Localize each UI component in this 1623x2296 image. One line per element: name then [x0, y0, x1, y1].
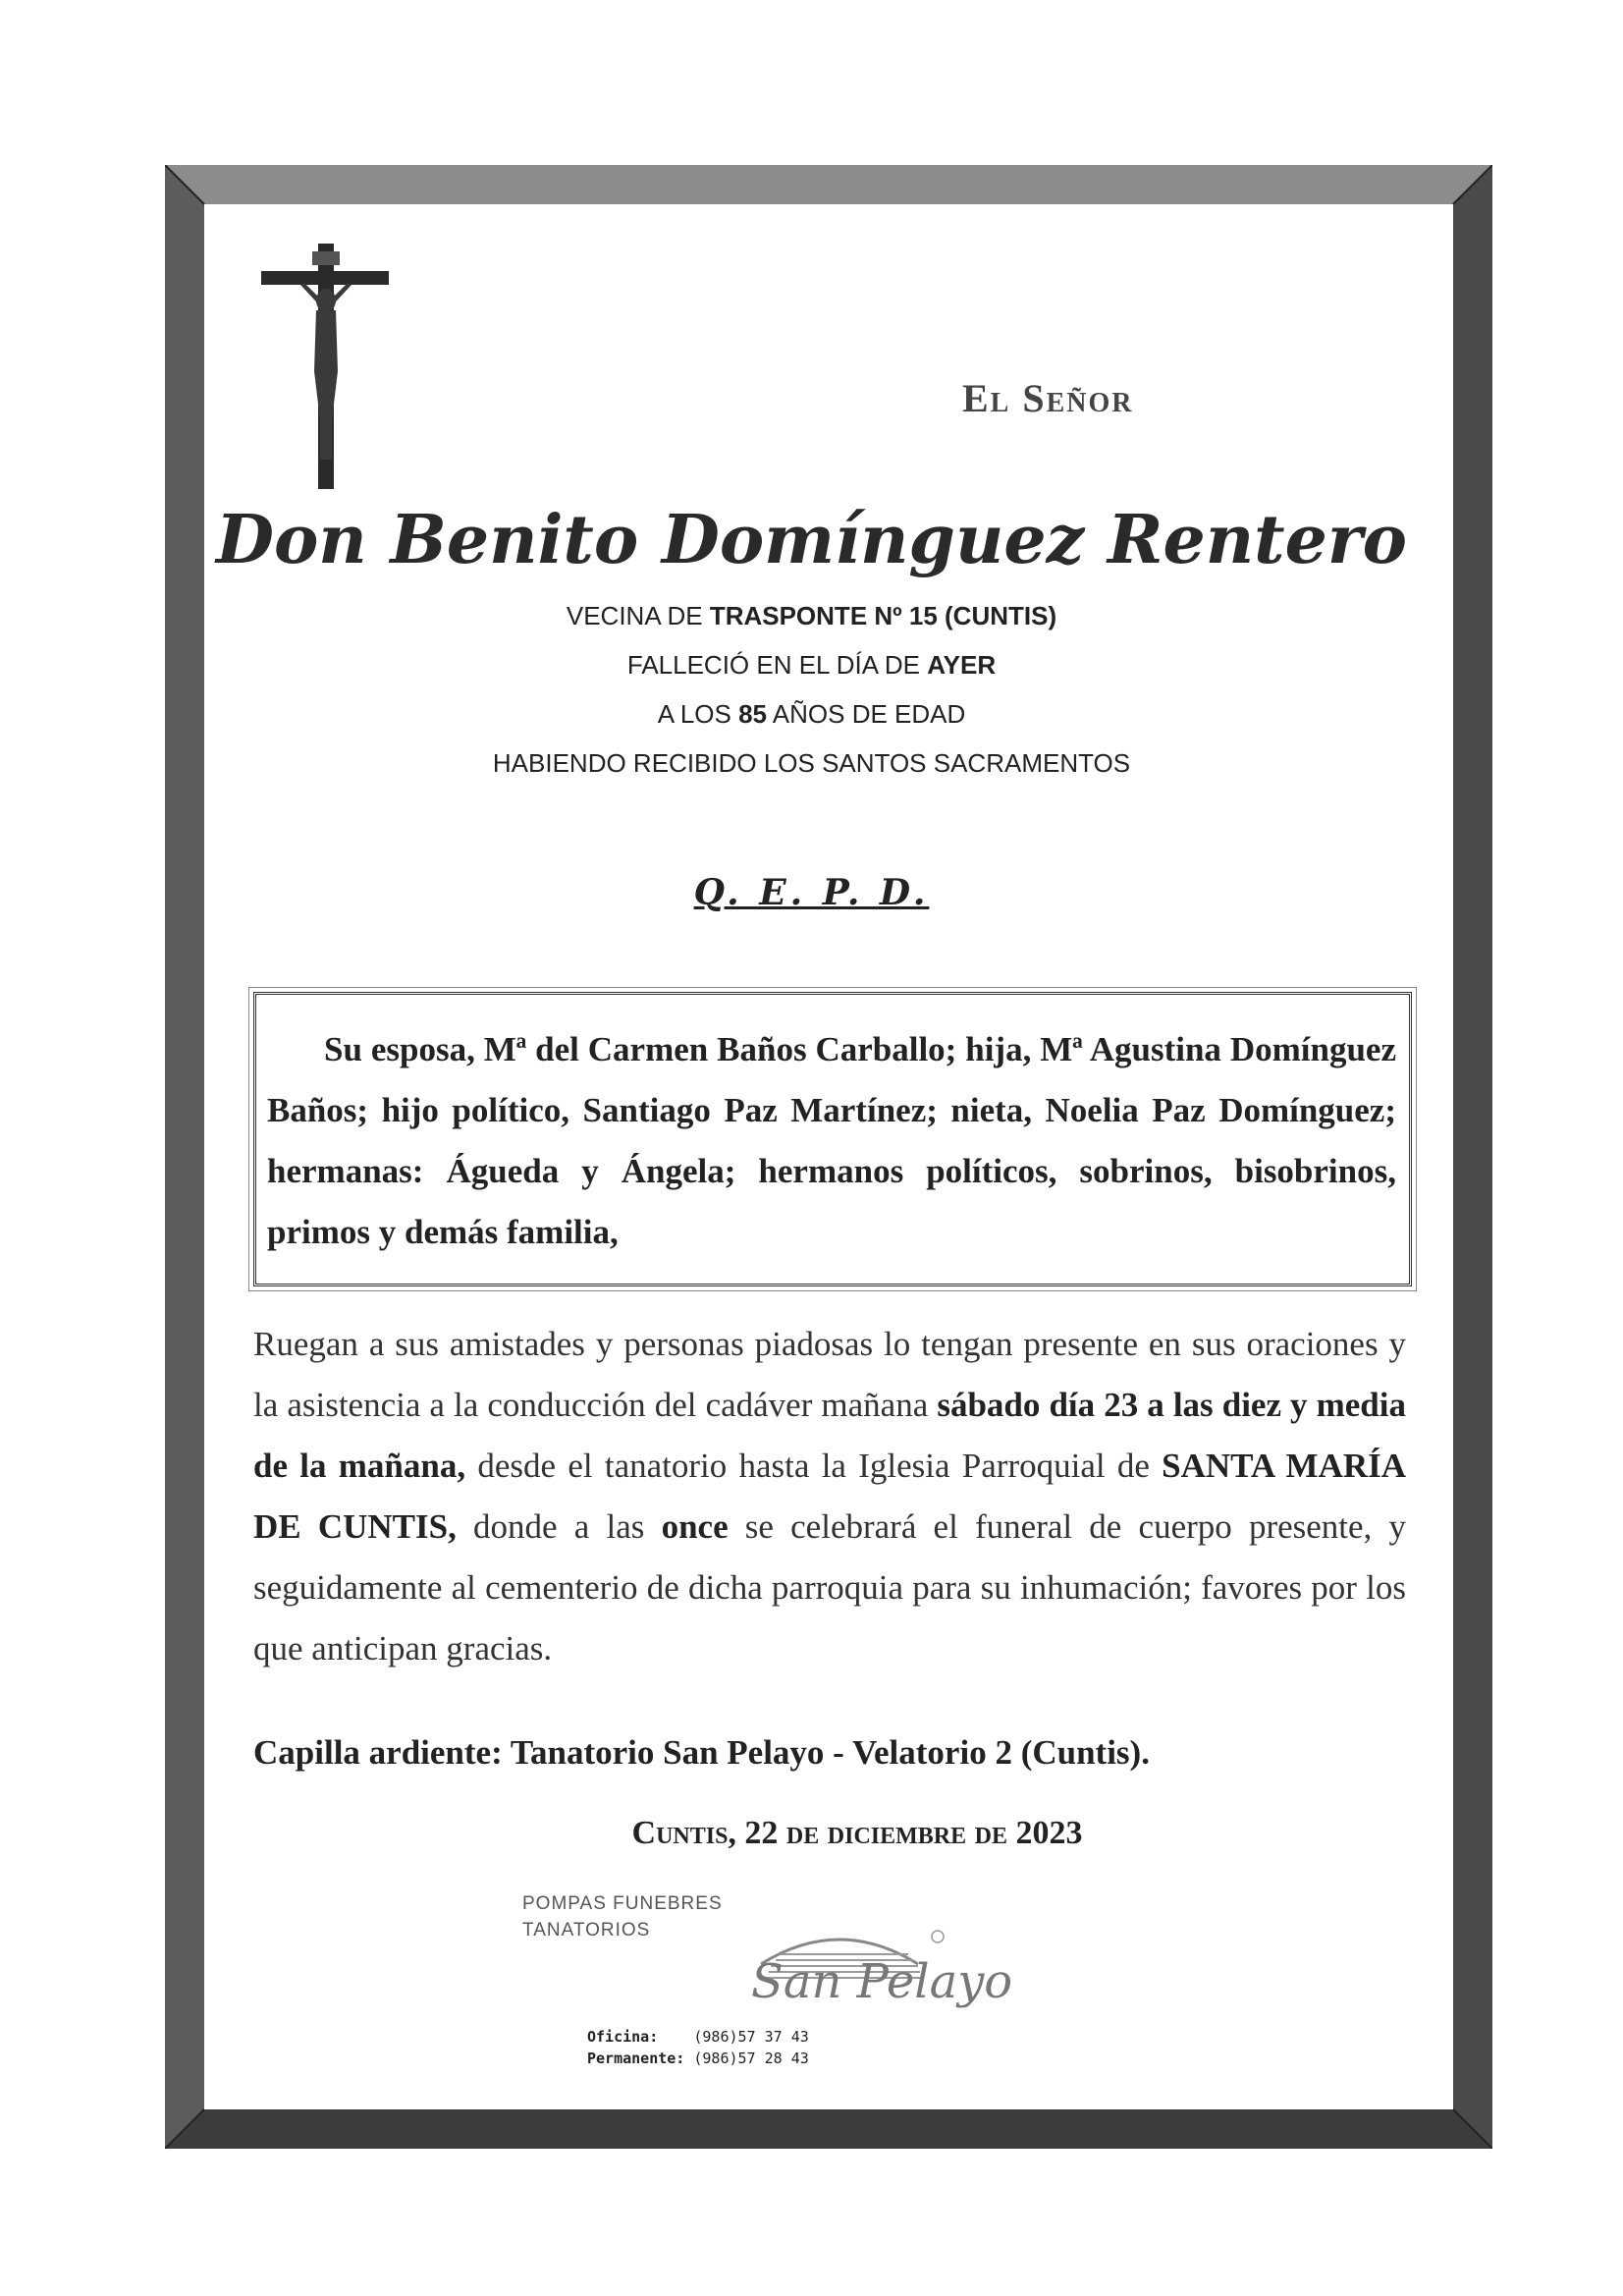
ceremony-text: Ruegan a sus amistades y personas piadosas lo tengan presente en sus oraciones y la asistencia a la conducción del cadáver mañana sábado día 23 a las diez y media de la mañana, desde el tanatorio hasta la Iglesia Parroquial de SANTA MARÍA DE CUNTIS, donde a las once se celebrará el funeral de cuerpo presente, y seguidamente al cementerio de dicha parroquia para su inhumación; favores por los que anticipan gracias.	[253, 1325, 1407, 1667]
logo-text: San Pelayo	[751, 1954, 1013, 2009]
sacraments-line: HABIENDO RECIBIDO LOS SANTOS SACRAMENTOS	[492, 748, 1131, 778]
heading: El Señor	[962, 376, 1134, 420]
contact-info: Oficina: (986)57 37 43 Permanente: (986)57 28 43	[587, 2028, 809, 2067]
chapel-line: Capilla ardiente: Tanatorio San Pelayo - Velatorio 2 (Cuntis).	[253, 1733, 1150, 1772]
family-text: Su esposa, Mª del Carmen Baños Carballo; hija, Mª Agustina Domínguez Baños; hijo político, Santiago Paz Martínez; nieta, Noelia Paz Domínguez; hermanas: Águeda y Ángela; hermanos políticos, sobrinos, bisobrinos, primos y demás familia,	[267, 1030, 1396, 1251]
date-line: Cuntis, 22 de diciembre de 2023	[631, 1815, 1083, 1851]
crucifix-icon	[261, 244, 389, 499]
deceased-name: Don Benito Domínguez Rentero	[215, 501, 1408, 579]
funeral-home-name: POMPAS FUNEBRES TANATORIOS	[522, 1893, 723, 1941]
qepd: Q. E. P. D.	[693, 872, 930, 913]
residence-line: VECINA DE TRASPONTE Nº 15 (CUNTIS)	[566, 601, 1057, 630]
age-line: A LOS 85 AÑOS DE EDAD	[657, 699, 966, 729]
death-line: FALLECIÓ EN EL DÍA DE AYER	[626, 650, 997, 680]
